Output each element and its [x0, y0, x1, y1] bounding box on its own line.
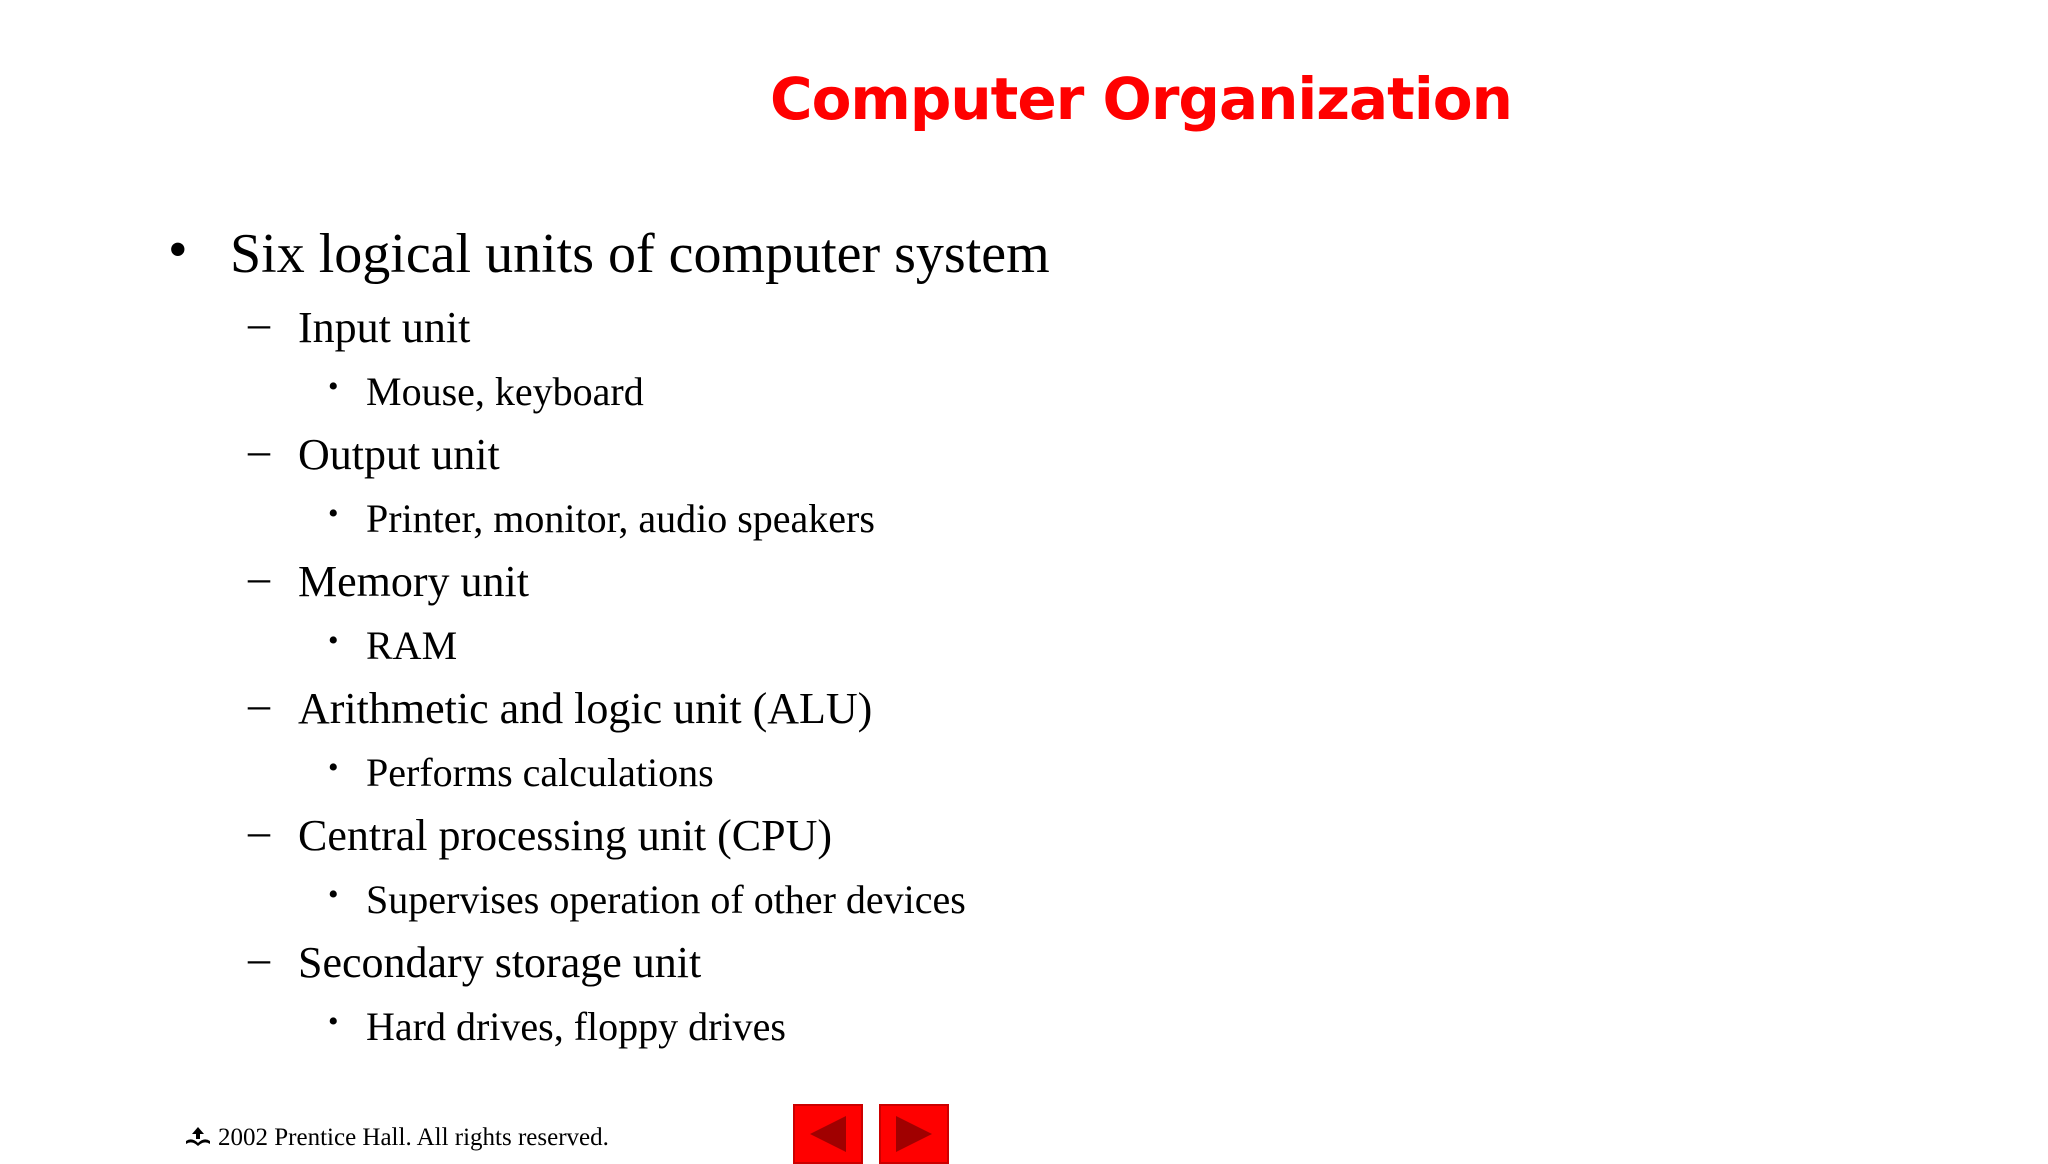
- copyright-text: 2002 Prentice Hall. All rights reserved.: [218, 1124, 609, 1151]
- previous-slide-button[interactable]: [793, 1104, 863, 1164]
- unit-dash-icon: –: [248, 934, 270, 983]
- detail-bullet-icon: •: [328, 370, 339, 403]
- footer-copyright: [184, 1124, 609, 1152]
- unit-detail-cpu: Supervises operation of other devices: [366, 877, 966, 922]
- unit-dash-icon: –: [248, 680, 270, 729]
- unit-detail-output: Printer, monitor, audio speakers: [366, 496, 875, 541]
- triangle-left-icon: [806, 1114, 850, 1154]
- slide-title: Computer Organization: [770, 65, 1512, 133]
- unit-name-cpu: Central processing unit (CPU): [298, 811, 833, 860]
- unit-detail-memory: RAM: [366, 623, 458, 668]
- unit-name-memory: Memory unit: [298, 557, 529, 606]
- unit-dash-icon: –: [248, 299, 270, 348]
- unit-name-output: Output unit: [298, 430, 500, 479]
- unit-name-input: Input unit: [298, 303, 471, 352]
- detail-bullet-icon: •: [328, 624, 339, 657]
- unit-name-secondary-storage: Secondary storage unit: [298, 938, 702, 987]
- detail-bullet-icon: •: [328, 751, 339, 784]
- unit-dash-icon: –: [248, 807, 270, 856]
- detail-bullet-icon: •: [328, 878, 339, 911]
- unit-detail-input: Mouse, keyboard: [366, 369, 644, 414]
- detail-bullet-icon: •: [328, 1005, 339, 1038]
- unit-detail-secondary-storage: Hard drives, floppy drives: [366, 1004, 786, 1049]
- unit-dash-icon: –: [248, 553, 270, 602]
- detail-bullet-icon: •: [328, 497, 339, 530]
- triangle-right-icon: [892, 1114, 936, 1154]
- next-slide-button[interactable]: [879, 1104, 949, 1164]
- main-bullet-icon: •: [168, 219, 188, 281]
- main-point-text: Six logical units of computer system: [230, 223, 1050, 285]
- unit-detail-alu: Performs calculations: [366, 750, 714, 795]
- unit-name-alu: Arithmetic and logic unit (ALU): [298, 684, 873, 733]
- unit-dash-icon: –: [248, 426, 270, 475]
- prentice-hall-logo-icon: [184, 1125, 212, 1151]
